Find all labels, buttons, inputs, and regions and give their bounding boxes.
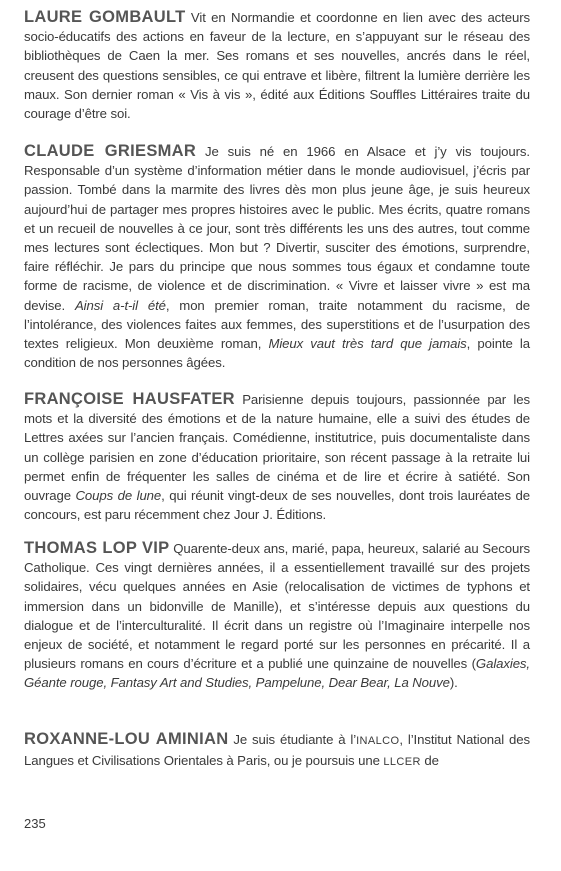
book-title: Coups de lune xyxy=(75,488,162,504)
bio-text: , qui réunit vingt-deux de ses nouvelles, dont trois lauréates de concours, est paru récemment chez Jour J. Éditions. xyxy=(24,488,531,523)
book-title: Mieux vaut très tard que jamais xyxy=(268,336,467,352)
bio-text: Je suis né en 1966 en Alsace et j’y vis toujours. Responsable d’un système d’information métier dans le monde audiovisuel, j’écris par passion. Tombé dans la marmite des livres dès mon plus jeune âge, je suis heureux aujourd’hui de partager mes propres histoires avec le public. Mes écrits, quatre romans et un recueil de nouvelles à ce jour, sont très différents les uns des autres, tout comme mes lectures sont éclectiques. Mon but ? Divertir, susciter des émotions, surprendre, faire réfléchir. Je pars du principe que nous sommes tous égaux et condamne toute forme de racisme, de violence et de discrimination. « Vivre et laisser vivre » est ma devise. xyxy=(24,144,530,313)
bio-text: , mon premier roman, traite notamment du racisme, de l’intolérance, des violences faites aux femmes, des superstitions et de l’usurpation des textes religieux. Mon deuxième roman, xyxy=(24,297,530,352)
bio-text: , pointe la condition de nos personnes âgées. xyxy=(24,336,530,371)
author-name: FRANÇOISE HAUSFATER xyxy=(24,390,235,408)
author-name: CLAUDE GRIESMAR xyxy=(24,142,197,160)
bio-claude-griesmar xyxy=(24,142,530,372)
bio-text: , l’Institut National des Langues et Civilisations Orientales à Paris, ou je poursuis une xyxy=(24,732,530,769)
book-titles: Galaxies, Géante rouge, Fantasy Art and Studies, Pampelune, Dear Bear, La Nouve xyxy=(24,656,530,691)
author-name: THOMAS LOP VIP xyxy=(24,539,170,557)
bio-text: de xyxy=(420,753,439,769)
acronym-inalco: INALCO xyxy=(356,735,400,747)
bio-text: Je suis étudiante à l’ xyxy=(228,732,357,747)
bio-francoise-hausfater xyxy=(24,390,530,524)
bio-text: ). xyxy=(449,675,458,691)
bio-text: Parisienne depuis toujours, passionnée par les mots et la diversité des émotions et de la nature humaine, elle a suivi des études de Lettres axées sur l’ancien français. Comédienne, institutrice, puis documentaliste dans un collège parisien en zone d’éducation prioritaire, son récent passage à la retraite lui permet enfin de fréquenter les salles de cinéma et de lire et écrire à satiété. Son ouvrage xyxy=(24,392,530,504)
bio-text: Vit en Normandie et coordonne en lien avec des acteurs socio-éducatifs des actions en faveur de la lecture, en s’appuyant sur le réseau des bibliothèques de Caen la mer. Ses romans et ses nouvelles, ancrés dans le réel, creusent des questions sensibles, ce qui entrave et libère, filtrent la lumière derrière les maux. Son dernier roman « Vis à vis », édité aux Éditions Souffles Littéraires traite du courage d’être soi. xyxy=(24,10,530,122)
author-name: ROXANNE-LOU AMINIAN xyxy=(24,730,229,748)
bio-laure-gombault xyxy=(24,8,530,123)
book-title: Ainsi a-t-il été xyxy=(74,297,166,313)
acronym-llcer: LLCER xyxy=(383,756,421,769)
bio-thomas-lop-vip xyxy=(24,539,530,693)
bio-roxanne-lou-aminian xyxy=(24,730,530,772)
page-number: 235 xyxy=(24,816,46,831)
author-name: LAURE GOMBAULT xyxy=(24,8,186,26)
bio-text: Quarente-deux ans, marié, papa, heureux, salarié au Secours Catholique. Ces vingt dernières années, il a essentiellement travaillé sur des projets solidaires, vécu quelques années en Asie (relocalisation de victimes de typhons et immersion dans un bidonville de Manille), et s’intéresse depuis aux questions du dialogue et de l’interculturalité. Il écrit dans un registre où l’Imaginaire interpelle nos enjeux de société, et notamment le regard porté sur les personnes en précarité. Il a plusieurs romans en cours d’écriture et a publié une quinzaine de nouvelles ( xyxy=(24,541,530,672)
